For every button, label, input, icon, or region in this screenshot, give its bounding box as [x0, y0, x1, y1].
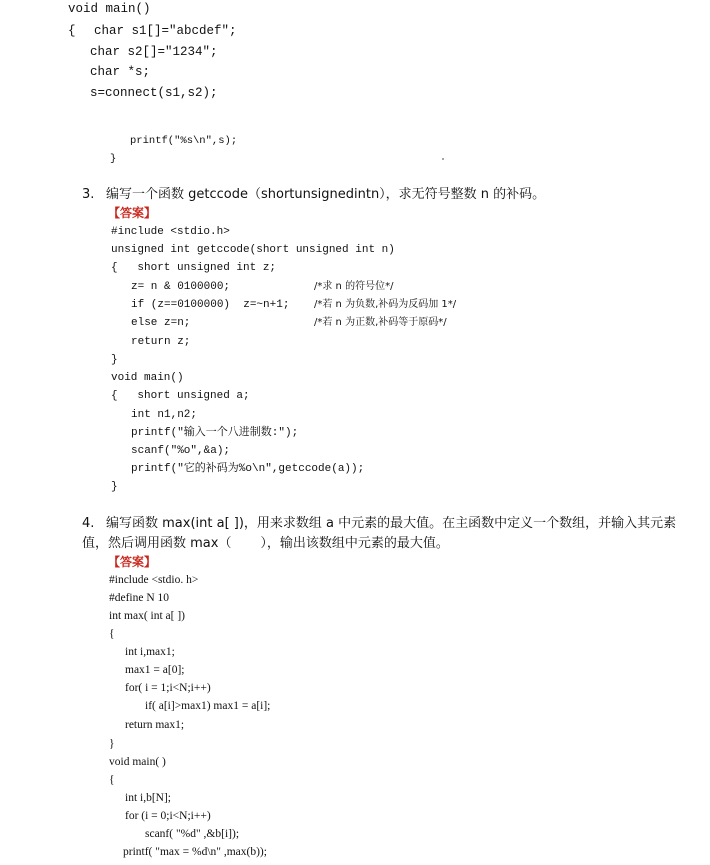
answer-label: 【答案】	[108, 206, 157, 220]
code-line: scanf("%o",&a);	[131, 445, 231, 457]
code-line: scanf( "%d" ,&b[i]);	[145, 828, 240, 840]
code-line: s=connect(s1,s2);	[90, 86, 218, 100]
code-line: printf("输入一个八进制数:");	[131, 427, 299, 439]
code-line: {	[109, 774, 115, 786]
code-line: }	[111, 354, 118, 366]
code-line: z= n & 0100000;	[131, 281, 231, 293]
problem-number: 3.	[82, 187, 95, 202]
code-line: printf( "max = %d\n" ,max(b));	[123, 846, 267, 858]
code-comment: /*若 n 为负数,补码为反码加 1*/	[314, 299, 457, 310]
code-comment: /*若 n 为正数,补码等于原码*/	[314, 317, 447, 328]
code-line: }	[110, 153, 117, 165]
code-line: printf("%s\n",s);	[130, 135, 238, 147]
problem-number: 4.	[82, 516, 95, 531]
code-line: #include <stdio.h>	[111, 226, 230, 238]
code-line: printf("它的补码为%o\n",getccode(a));	[131, 463, 365, 475]
code-line: unsigned int getccode(short unsigned int n)	[111, 244, 395, 256]
code-line: }	[109, 738, 115, 750]
code-line: char s2[]="1234";	[90, 45, 218, 59]
code-line: int i,b[N];	[125, 792, 171, 804]
problem-text: 编写一个函数 getccode（shortunsignedintn），求无符号整数 n 的补码。	[106, 187, 546, 202]
scan-speck	[442, 158, 444, 160]
code-line: return z;	[131, 336, 191, 348]
problem-text: 编写函数 max(int a[ ])，用来求数组 a 中元素的最大值。在主函数中定义一个数组，并输入其元素	[106, 516, 677, 531]
code-line: int n1,n2;	[131, 409, 198, 421]
problem-text: 值，然后调用函数 max（ ），输出该数组中元素的最大值。	[82, 536, 449, 551]
code-line: #define N 10	[109, 592, 170, 604]
code-line: {	[109, 628, 115, 640]
code-line: char *s;	[90, 65, 151, 79]
code-line: }	[111, 481, 118, 493]
code-line: { short unsigned int z;	[111, 262, 277, 274]
code-line: for (i = 0;i<N;i++)	[125, 810, 211, 822]
code-line: int max( int a[ ])	[109, 610, 186, 622]
code-line: for( i = 1;i<N;i++)	[125, 682, 211, 694]
code-line: void main( )	[109, 756, 166, 768]
code-line: #include <stdio. h>	[109, 574, 199, 586]
code-line: max1 = a[0];	[125, 664, 185, 676]
code-line: void main()	[68, 2, 151, 16]
code-line: void main()	[111, 372, 184, 384]
code-line: else z=n;	[131, 317, 191, 329]
code-comment: /*求 n 的符号位*/	[314, 281, 394, 292]
code-line: return max1;	[125, 719, 185, 731]
code-brace: {	[68, 24, 76, 38]
code-line: if( a[i]>max1) max1 = a[i];	[145, 700, 271, 712]
code-line: { short unsigned a;	[111, 390, 250, 402]
code-line: if (z==0100000) z=~n+1;	[131, 299, 290, 311]
code-line: int i,max1;	[125, 646, 175, 658]
answer-label: 【答案】	[108, 555, 157, 569]
code-line: char s1[]="abcdef";	[94, 24, 237, 38]
